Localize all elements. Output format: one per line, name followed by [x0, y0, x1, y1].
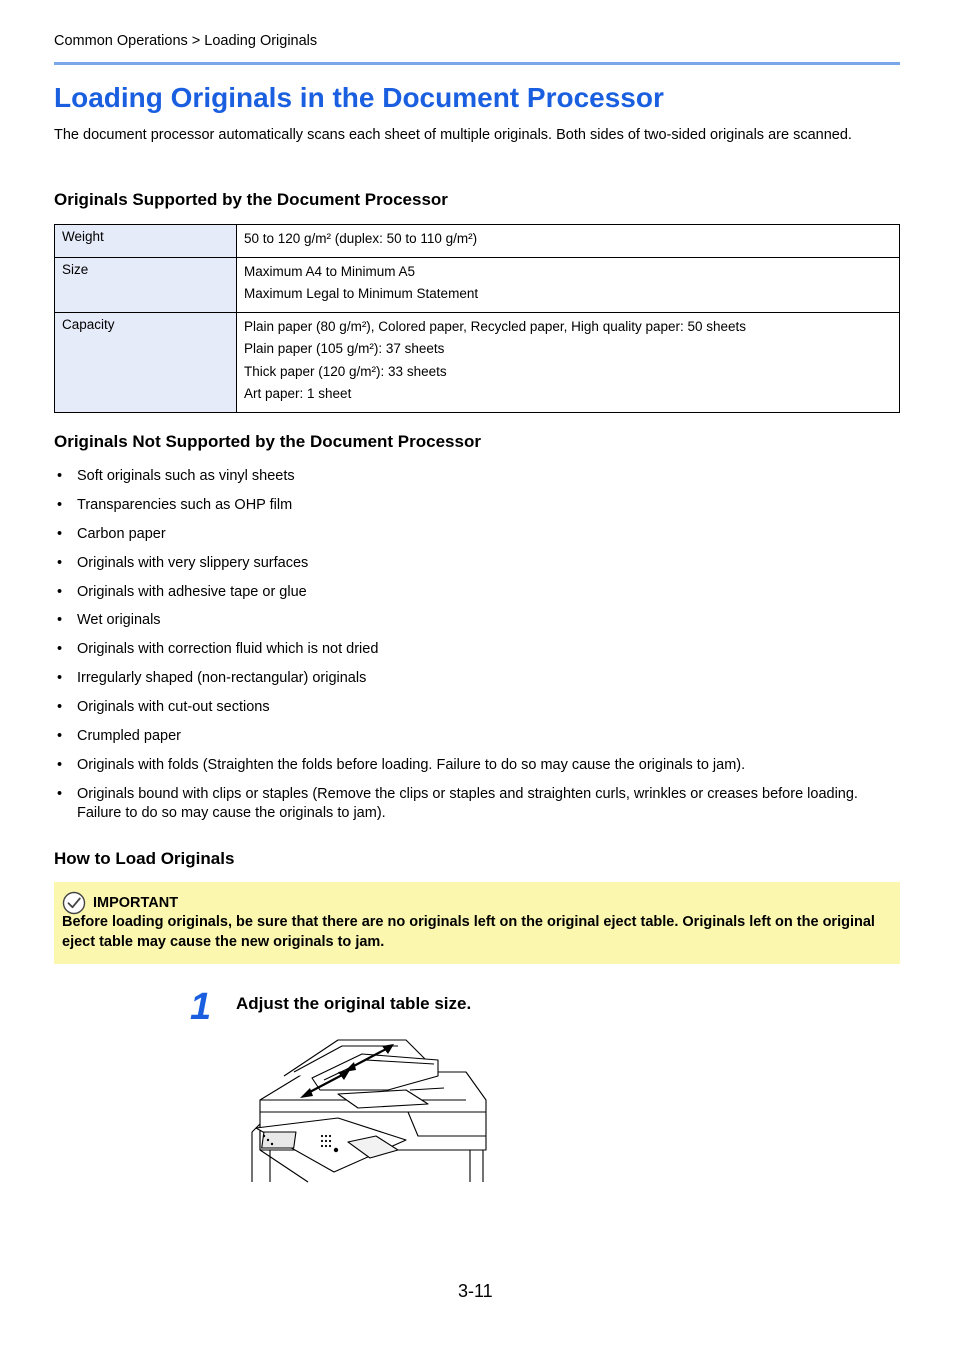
intro-paragraph: The document processor automatically scans each sheet of multiple originals. Both sides of two-sided originals are scanned. [54, 127, 852, 143]
table-value-line: Maximum A4 to Minimum A5 [244, 263, 416, 279]
table-label-cell: Size [55, 257, 237, 312]
breadcrumb: Common Operations > Loading Originals [54, 33, 318, 49]
important-text: Before loading originals, be sure that there are no originals left on the original eject table. Originals left on the original eject table may cause the new originals to jam. [62, 914, 875, 950]
bullet-icon: • [57, 554, 63, 571]
supported-originals-heading: Originals Supported by the Document Processor [54, 190, 448, 209]
table-value-line: Art paper: 1 sheet [244, 386, 352, 401]
list-item-text: Originals with folds (Straighten the folds before loading. Failure to do so may cause the originals to jam). [77, 756, 746, 773]
table-value-line: 50 to 120 g/m² (duplex: 50 to 110 g/m²) [244, 231, 478, 246]
list-item-text: Originals with very slippery surfaces [77, 554, 309, 571]
bullet-icon: • [57, 699, 63, 716]
list-item [54, 669, 900, 688]
list-item [54, 496, 900, 515]
supported-originals-table [54, 224, 900, 413]
list-item-text: Wet originals [77, 612, 161, 629]
list-item [54, 756, 900, 775]
list-item [54, 554, 900, 573]
list-item [54, 785, 900, 823]
document-processor-illustration [238, 1032, 493, 1184]
bullet-icon: • [57, 785, 63, 802]
unsupported-originals-list [54, 467, 900, 833]
list-item [54, 583, 900, 602]
list-item-text: Irregularly shaped (non-rectangular) originals [77, 670, 367, 687]
bullet-icon: • [57, 728, 63, 745]
step-number: 1 [190, 986, 212, 1028]
bullet-icon: • [57, 756, 63, 773]
list-item-text: Originals bound with clips or staples (Remove the clips or staples and straighten curls, wrinkles or creases before loading. Failure to do so may cause the originals to jam). [77, 785, 858, 821]
table-row [55, 225, 900, 258]
table-value-line: Maximum Legal to Minimum Statement [244, 286, 479, 301]
bullet-icon: • [57, 496, 63, 513]
header-divider [54, 62, 900, 65]
list-item [54, 611, 900, 630]
table-value-line: Thick paper (120 g/m²): 33 sheets [244, 363, 447, 379]
table-value-cell [237, 312, 900, 412]
list-item-text: Originals with adhesive tape or glue [77, 583, 307, 600]
list-item [54, 640, 900, 659]
step-instruction: Adjust the original table size. [236, 994, 472, 1013]
bullet-icon: • [57, 583, 63, 600]
list-item [54, 727, 900, 746]
table-value-cell [237, 225, 900, 258]
bullet-icon: • [57, 641, 63, 658]
how-to-load-heading: How to Load Originals [54, 849, 235, 868]
table-value-cell [237, 257, 900, 312]
list-item [54, 525, 900, 544]
table-row [55, 257, 900, 312]
page-number: 3-11 [458, 1281, 493, 1301]
list-item [54, 698, 900, 717]
unsupported-originals-heading: Originals Not Supported by the Document Processor [54, 432, 481, 451]
bullet-icon: • [57, 525, 63, 542]
table-label-cell: Weight [55, 225, 237, 258]
bullet-icon: • [57, 468, 63, 484]
table-label-cell: Capacity [55, 312, 237, 412]
page-title: Loading Originals in the Document Processor [54, 82, 664, 113]
list-item-text: Carbon paper [77, 525, 166, 542]
list-item [54, 467, 900, 486]
bullet-icon: • [57, 670, 63, 687]
list-item-text: Transparencies such as OHP film [77, 496, 293, 513]
bullet-icon: • [57, 612, 63, 629]
table-value-line: Plain paper (105 g/m²): 37 sheets [244, 341, 445, 356]
important-notice [54, 882, 900, 964]
list-item-text: Originals with correction fluid which is not dried [77, 641, 379, 658]
list-item-text: Soft originals such as vinyl sheets [77, 468, 295, 484]
list-item-text: Originals with cut-out sections [77, 699, 270, 716]
table-row [55, 312, 900, 412]
table-value-line: Plain paper (80 g/m²), Colored paper, Recycled paper, High quality paper: 50 sheets [244, 318, 747, 334]
list-item-text: Crumpled paper [77, 728, 181, 745]
important-title: IMPORTANT [93, 895, 179, 911]
